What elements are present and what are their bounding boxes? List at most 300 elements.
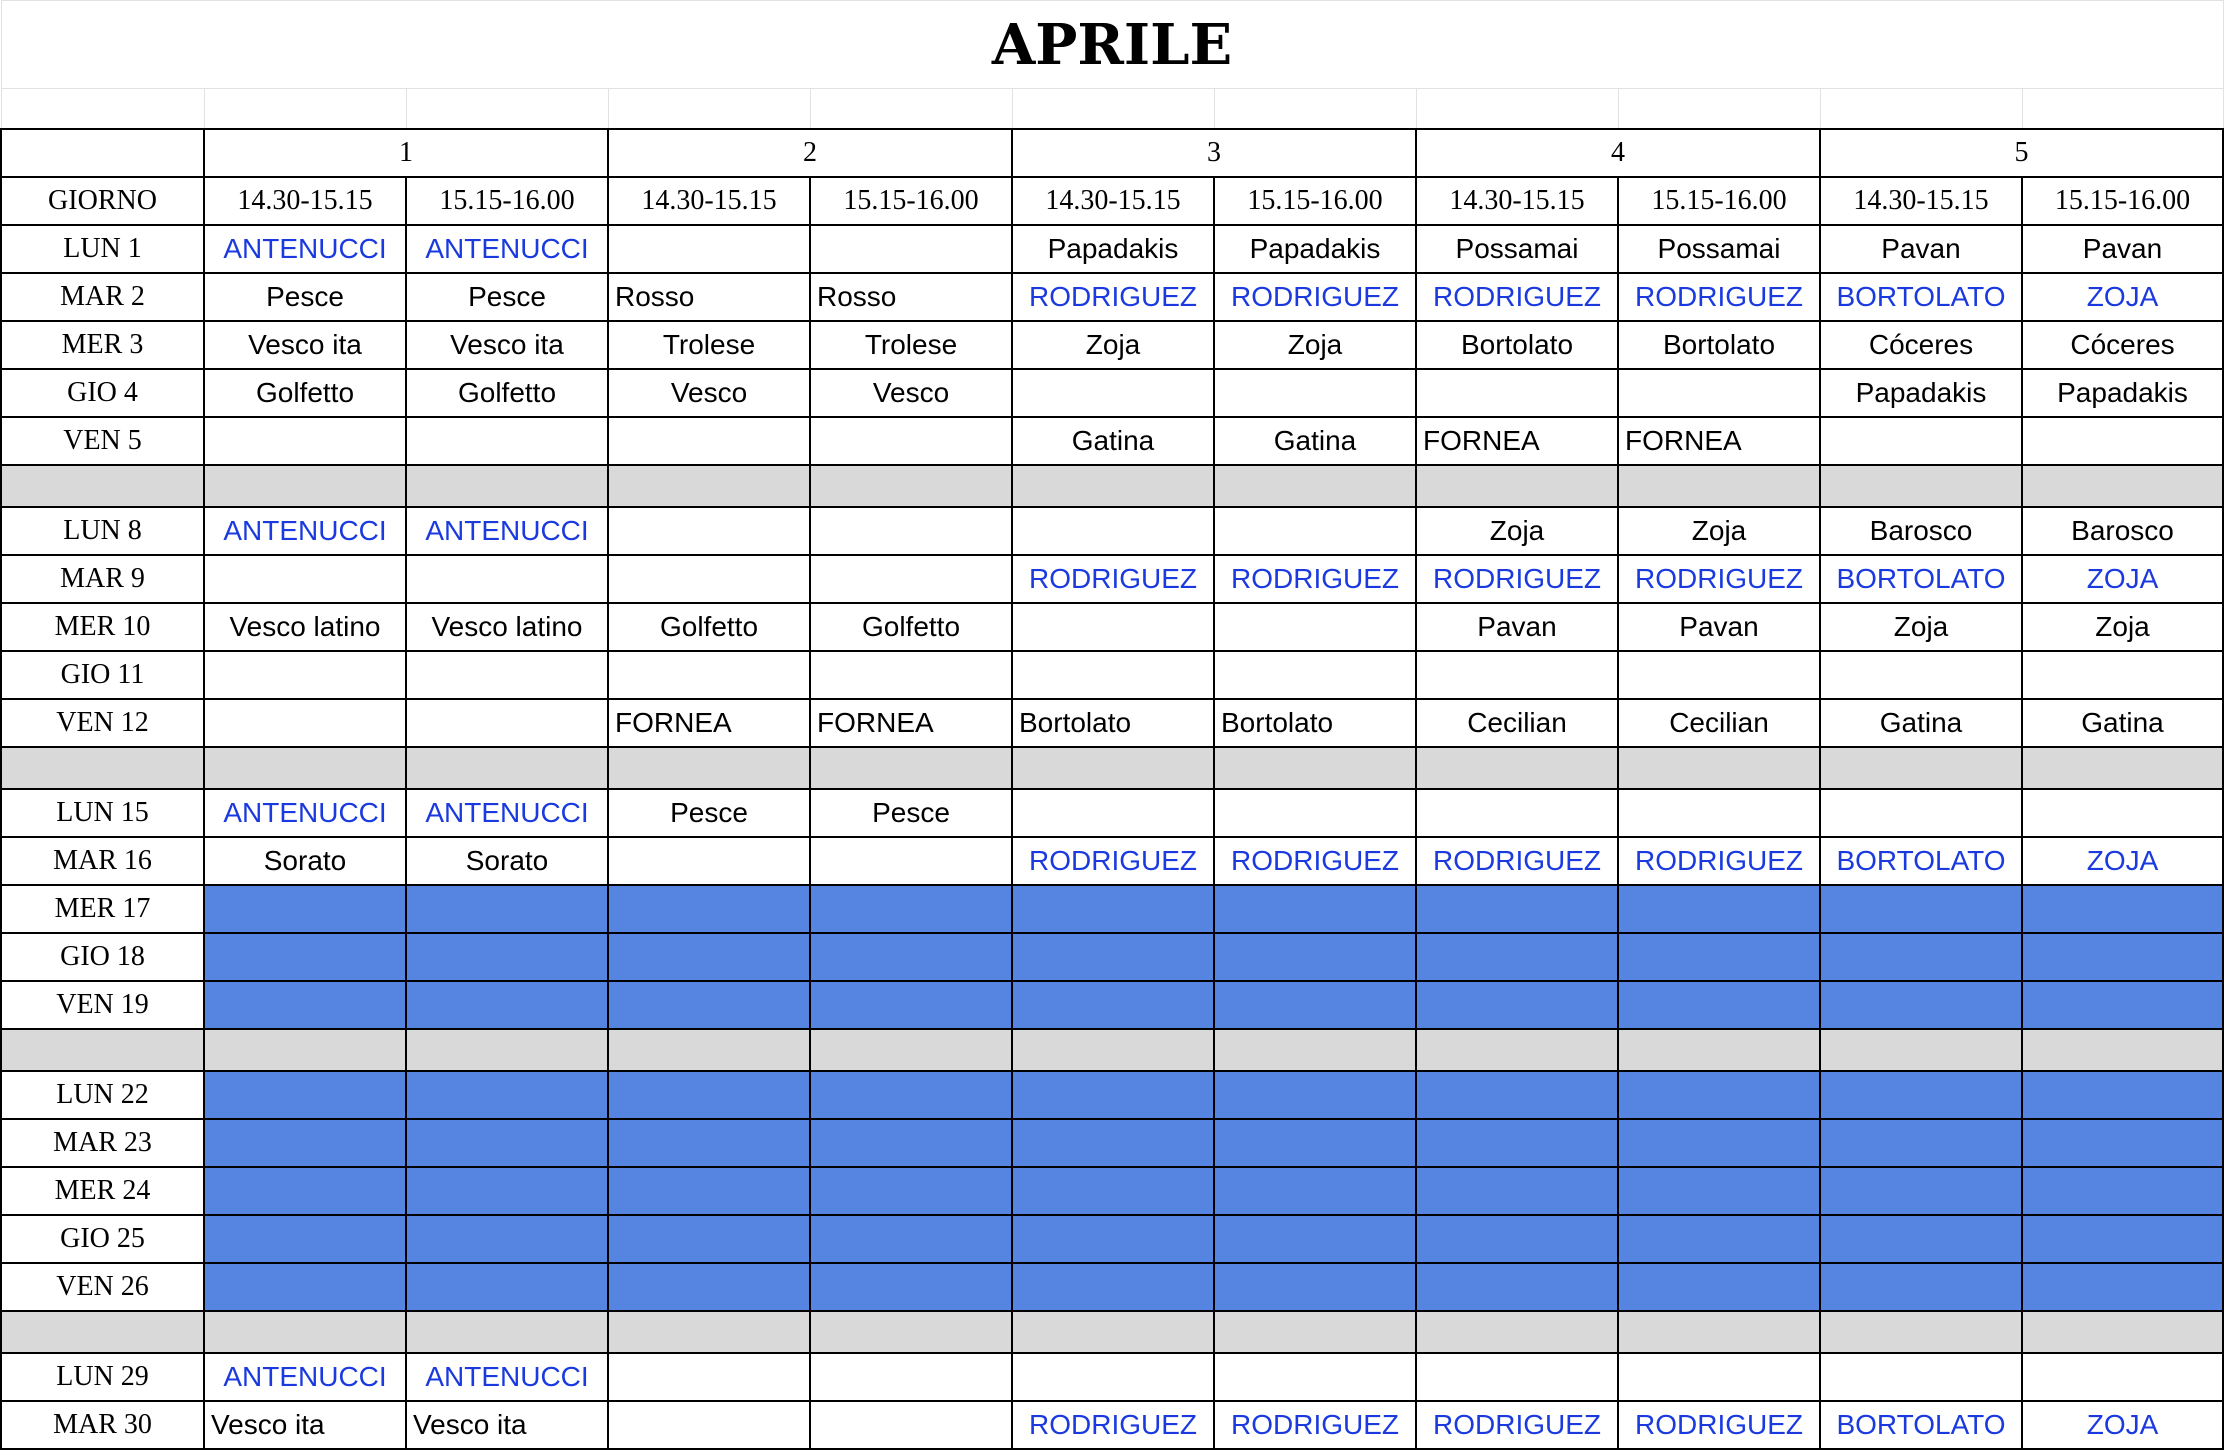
schedule-cell[interactable]: Gatina [1012,417,1214,465]
schedule-cell[interactable] [2022,1071,2223,1119]
schedule-cell[interactable] [1618,1311,1820,1353]
schedule-cell[interactable]: RODRIGUEZ [1214,1401,1416,1449]
schedule-cell[interactable] [2022,1029,2223,1071]
schedule-cell[interactable] [2022,747,2223,789]
schedule-cell[interactable]: Cecilian [1416,699,1618,747]
day-label[interactable]: MER 10 [1,603,204,651]
schedule-cell[interactable] [204,747,406,789]
time-slot-header[interactable]: 15.15-16.00 [2022,177,2223,225]
schedule-cell[interactable] [608,1215,810,1263]
schedule-cell[interactable]: RODRIGUEZ [1416,1401,1618,1449]
schedule-cell[interactable] [2022,417,2223,465]
time-slot-header[interactable]: 14.30-15.15 [1416,177,1618,225]
schedule-cell[interactable] [810,417,1012,465]
schedule-cell[interactable] [608,1263,810,1311]
schedule-cell[interactable] [204,555,406,603]
schedule-cell[interactable] [810,981,1012,1029]
schedule-cell[interactable]: Papadakis [1012,225,1214,273]
schedule-cell[interactable] [1618,465,1820,507]
schedule-cell[interactable] [1618,369,1820,417]
cell[interactable] [1214,89,1416,129]
schedule-cell[interactable] [1820,981,2022,1029]
day-label[interactable]: GIO 25 [1,1215,204,1263]
schedule-cell[interactable] [1618,1029,1820,1071]
schedule-cell[interactable] [608,555,810,603]
schedule-cell[interactable] [608,1401,810,1449]
schedule-cell[interactable]: Bortolato [1416,321,1618,369]
schedule-cell[interactable] [406,1071,608,1119]
schedule-cell[interactable] [1618,1071,1820,1119]
schedule-cell[interactable] [1618,981,1820,1029]
schedule-cell[interactable]: Vesco latino [406,603,608,651]
schedule-cell[interactable] [1416,1215,1618,1263]
time-slot-header[interactable]: 15.15-16.00 [1214,177,1416,225]
schedule-cell[interactable] [810,507,1012,555]
schedule-cell[interactable]: ZOJA [2022,1401,2223,1449]
schedule-cell[interactable] [1618,1167,1820,1215]
schedule-cell[interactable]: Trolese [608,321,810,369]
schedule-cell[interactable]: RODRIGUEZ [1618,837,1820,885]
schedule-cell[interactable] [810,465,1012,507]
schedule-cell[interactable]: RODRIGUEZ [1618,1401,1820,1449]
schedule-cell[interactable] [1618,1215,1820,1263]
schedule-cell[interactable]: RODRIGUEZ [1416,273,1618,321]
schedule-cell[interactable]: Golfetto [608,603,810,651]
schedule-cell[interactable] [1416,981,1618,1029]
schedule-cell[interactable] [608,1311,810,1353]
schedule-cell[interactable] [1820,651,2022,699]
day-label[interactable]: VEN 12 [1,699,204,747]
schedule-cell[interactable]: Vesco ita [406,321,608,369]
schedule-cell[interactable] [1820,789,2022,837]
schedule-cell[interactable] [1012,1311,1214,1353]
group-header[interactable]: 4 [1416,129,1820,177]
schedule-cell[interactable] [1416,1263,1618,1311]
schedule-cell[interactable] [1820,1311,2022,1353]
schedule-cell[interactable]: Pesce [204,273,406,321]
schedule-cell[interactable] [406,981,608,1029]
schedule-cell[interactable] [1214,1119,1416,1167]
day-label[interactable]: MAR 23 [1,1119,204,1167]
schedule-cell[interactable] [2022,1167,2223,1215]
schedule-cell[interactable] [1214,369,1416,417]
schedule-cell[interactable]: Bortolato [1214,699,1416,747]
time-slot-header[interactable]: 14.30-15.15 [1012,177,1214,225]
day-label[interactable]: GIO 18 [1,933,204,981]
schedule-cell[interactable] [608,1029,810,1071]
schedule-cell[interactable] [204,1071,406,1119]
cell[interactable] [1416,89,1618,129]
schedule-cell[interactable]: RODRIGUEZ [1214,837,1416,885]
schedule-cell[interactable] [1012,1215,1214,1263]
schedule-cell[interactable] [406,1167,608,1215]
schedule-cell[interactable] [608,1071,810,1119]
schedule-cell[interactable] [810,1029,1012,1071]
schedule-cell[interactable] [1416,789,1618,837]
schedule-cell[interactable] [810,933,1012,981]
schedule-cell[interactable]: FORNEA [1416,417,1618,465]
schedule-cell[interactable] [810,651,1012,699]
schedule-cell[interactable] [406,1215,608,1263]
schedule-cell[interactable] [1012,1029,1214,1071]
schedule-cell[interactable]: Sorato [406,837,608,885]
schedule-cell[interactable] [1214,465,1416,507]
schedule-cell[interactable] [1214,1167,1416,1215]
schedule-cell[interactable] [810,747,1012,789]
schedule-cell[interactable] [1214,1215,1416,1263]
time-slot-header[interactable]: 14.30-15.15 [1820,177,2022,225]
schedule-cell[interactable] [810,225,1012,273]
schedule-cell[interactable]: ZOJA [2022,555,2223,603]
schedule-cell[interactable] [1618,1263,1820,1311]
schedule-cell[interactable]: Papadakis [1214,225,1416,273]
schedule-cell[interactable] [1416,1167,1618,1215]
schedule-cell[interactable]: Trolese [810,321,1012,369]
schedule-cell[interactable] [1820,1263,2022,1311]
schedule-cell[interactable] [810,1353,1012,1401]
day-label[interactable]: MER 3 [1,321,204,369]
schedule-cell[interactable] [1012,885,1214,933]
schedule-cell[interactable]: FORNEA [608,699,810,747]
schedule-cell[interactable]: RODRIGUEZ [1416,555,1618,603]
schedule-cell[interactable]: ZOJA [2022,273,2223,321]
schedule-cell[interactable] [1012,1071,1214,1119]
schedule-cell[interactable]: RODRIGUEZ [1012,837,1214,885]
schedule-cell[interactable]: ANTENUCCI [204,507,406,555]
schedule-cell[interactable] [406,885,608,933]
schedule-cell[interactable] [2022,1263,2223,1311]
schedule-cell[interactable]: Zoja [1820,603,2022,651]
cell[interactable] [1012,89,1214,129]
schedule-cell[interactable]: RODRIGUEZ [1012,555,1214,603]
schedule-cell[interactable] [1820,1071,2022,1119]
schedule-cell[interactable] [406,417,608,465]
schedule-cell[interactable]: Vesco latino [204,603,406,651]
schedule-cell[interactable]: Rosso [810,273,1012,321]
schedule-cell[interactable] [2022,981,2223,1029]
schedule-cell[interactable]: Golfetto [406,369,608,417]
schedule-cell[interactable] [1820,1215,2022,1263]
day-label[interactable]: LUN 29 [1,1353,204,1401]
schedule-cell[interactable]: Barosco [1820,507,2022,555]
schedule-cell[interactable] [1214,933,1416,981]
schedule-cell[interactable]: Papadakis [1820,369,2022,417]
schedule-cell[interactable]: Papadakis [2022,369,2223,417]
group-header[interactable]: 1 [204,129,608,177]
schedule-cell[interactable]: RODRIGUEZ [1618,555,1820,603]
schedule-cell[interactable]: Cecilian [1618,699,1820,747]
cell[interactable] [2022,89,2223,129]
schedule-cell[interactable] [1416,1071,1618,1119]
schedule-cell[interactable] [1820,933,2022,981]
schedule-cell[interactable] [1214,789,1416,837]
time-slot-header[interactable]: 15.15-16.00 [406,177,608,225]
schedule-cell[interactable] [406,555,608,603]
schedule-cell[interactable] [1012,369,1214,417]
schedule-cell[interactable] [1416,651,1618,699]
schedule-cell[interactable]: Possamai [1618,225,1820,273]
schedule-cell[interactable] [1416,747,1618,789]
schedule-cell[interactable] [1012,1263,1214,1311]
schedule-cell[interactable] [204,1167,406,1215]
schedule-cell[interactable] [1214,603,1416,651]
schedule-cell[interactable]: Vesco [810,369,1012,417]
schedule-cell[interactable] [204,417,406,465]
day-label[interactable]: LUN 1 [1,225,204,273]
schedule-cell[interactable] [406,1263,608,1311]
schedule-cell[interactable] [204,1119,406,1167]
day-label[interactable]: LUN 8 [1,507,204,555]
sheet-title[interactable]: APRILE [1,1,2223,89]
schedule-cell[interactable]: FORNEA [1618,417,1820,465]
schedule-cell[interactable] [1416,1311,1618,1353]
schedule-cell[interactable] [810,885,1012,933]
group-header[interactable]: 2 [608,129,1012,177]
schedule-cell[interactable]: ANTENUCCI [406,1353,608,1401]
schedule-cell[interactable] [1012,651,1214,699]
schedule-cell[interactable] [1820,1029,2022,1071]
schedule-cell[interactable]: BORTOLATO [1820,273,2022,321]
schedule-cell[interactable] [2022,885,2223,933]
time-slot-header[interactable]: 14.30-15.15 [608,177,810,225]
schedule-cell[interactable] [608,1119,810,1167]
schedule-cell[interactable] [2022,789,2223,837]
schedule-cell[interactable] [810,1401,1012,1449]
schedule-cell[interactable] [1214,1311,1416,1353]
schedule-cell[interactable] [1416,465,1618,507]
schedule-cell[interactable] [1012,933,1214,981]
schedule-cell[interactable]: Zoja [1416,507,1618,555]
schedule-cell[interactable]: Cóceres [1820,321,2022,369]
schedule-cell[interactable] [1618,933,1820,981]
schedule-cell[interactable] [608,885,810,933]
day-label[interactable]: VEN 26 [1,1263,204,1311]
schedule-cell[interactable] [1214,1263,1416,1311]
schedule-cell[interactable] [1012,789,1214,837]
schedule-cell[interactable]: Bortolato [1012,699,1214,747]
schedule-cell[interactable]: Pavan [2022,225,2223,273]
schedule-cell[interactable] [2022,1215,2223,1263]
schedule-cell[interactable]: Possamai [1416,225,1618,273]
schedule-cell[interactable]: Rosso [608,273,810,321]
schedule-cell[interactable] [204,1029,406,1071]
schedule-cell[interactable]: Bortolato [1618,321,1820,369]
day-label[interactable] [1,747,204,789]
schedule-cell[interactable] [810,1311,1012,1353]
schedule-cell[interactable] [2022,933,2223,981]
schedule-cell[interactable] [1820,885,2022,933]
cell[interactable] [1618,89,1820,129]
schedule-cell[interactable] [608,1353,810,1401]
schedule-cell[interactable]: Pesce [608,789,810,837]
schedule-cell[interactable]: Pesce [406,273,608,321]
schedule-cell[interactable] [406,1311,608,1353]
cell[interactable] [608,89,810,129]
schedule-cell[interactable] [204,651,406,699]
schedule-cell[interactable] [1214,651,1416,699]
schedule-cell[interactable]: BORTOLATO [1820,837,2022,885]
schedule-cell[interactable]: Sorato [204,837,406,885]
day-label[interactable]: MAR 2 [1,273,204,321]
day-label[interactable]: GIO 4 [1,369,204,417]
schedule-cell[interactable] [1012,507,1214,555]
schedule-cell[interactable] [204,981,406,1029]
schedule-cell[interactable]: Zoja [1214,321,1416,369]
day-label[interactable] [1,1311,204,1353]
schedule-cell[interactable]: Gatina [1214,417,1416,465]
schedule-cell[interactable]: RODRIGUEZ [1214,273,1416,321]
schedule-cell[interactable] [204,1311,406,1353]
schedule-cell[interactable] [406,699,608,747]
schedule-cell[interactable] [406,747,608,789]
schedule-cell[interactable] [1618,1119,1820,1167]
schedule-cell[interactable] [608,225,810,273]
schedule-cell[interactable]: RODRIGUEZ [1618,273,1820,321]
day-label[interactable] [1,465,204,507]
schedule-cell[interactable]: Zoja [2022,603,2223,651]
schedule-cell[interactable] [1012,981,1214,1029]
schedule-cell[interactable]: Zoja [1012,321,1214,369]
schedule-cell[interactable]: ANTENUCCI [406,789,608,837]
schedule-cell[interactable]: Barosco [2022,507,2223,555]
day-label[interactable]: VEN 19 [1,981,204,1029]
schedule-cell[interactable] [608,747,810,789]
schedule-cell[interactable] [608,981,810,1029]
schedule-cell[interactable] [608,465,810,507]
schedule-cell[interactable] [608,417,810,465]
schedule-cell[interactable] [608,507,810,555]
schedule-cell[interactable] [2022,1353,2223,1401]
cell[interactable] [810,89,1012,129]
schedule-cell[interactable]: Vesco ita [406,1401,608,1449]
schedule-cell[interactable]: Vesco ita [204,321,406,369]
schedule-cell[interactable]: Gatina [2022,699,2223,747]
schedule-cell[interactable] [204,465,406,507]
time-slot-header[interactable]: 15.15-16.00 [1618,177,1820,225]
day-label[interactable]: MAR 9 [1,555,204,603]
schedule-cell[interactable]: Zoja [1618,507,1820,555]
schedule-cell[interactable] [1012,465,1214,507]
day-label[interactable]: LUN 22 [1,1071,204,1119]
schedule-cell[interactable] [406,465,608,507]
schedule-cell[interactable] [608,1167,810,1215]
time-slot-header[interactable]: 14.30-15.15 [204,177,406,225]
schedule-cell[interactable] [810,1263,1012,1311]
schedule-cell[interactable]: BORTOLATO [1820,555,2022,603]
day-label[interactable]: VEN 5 [1,417,204,465]
schedule-cell[interactable] [1820,1167,2022,1215]
schedule-cell[interactable] [608,837,810,885]
schedule-cell[interactable] [608,651,810,699]
schedule-cell[interactable]: ANTENUCCI [204,789,406,837]
schedule-cell[interactable] [2022,1119,2223,1167]
schedule-cell[interactable]: ANTENUCCI [204,1353,406,1401]
schedule-cell[interactable]: Pesce [810,789,1012,837]
time-slot-header[interactable]: 15.15-16.00 [810,177,1012,225]
schedule-cell[interactable] [608,933,810,981]
schedule-cell[interactable] [1214,885,1416,933]
schedule-cell[interactable] [204,885,406,933]
day-column-header[interactable]: GIORNO [1,177,204,225]
schedule-cell[interactable]: Pavan [1820,225,2022,273]
schedule-cell[interactable] [1214,1071,1416,1119]
schedule-cell[interactable] [1416,1119,1618,1167]
schedule-cell[interactable] [1012,747,1214,789]
schedule-cell[interactable]: Pavan [1416,603,1618,651]
schedule-cell[interactable] [810,555,1012,603]
schedule-cell[interactable] [1416,933,1618,981]
schedule-cell[interactable] [1820,1119,2022,1167]
cell[interactable] [406,89,608,129]
schedule-cell[interactable]: Golfetto [810,603,1012,651]
schedule-cell[interactable]: RODRIGUEZ [1416,837,1618,885]
schedule-cell[interactable]: RODRIGUEZ [1012,1401,1214,1449]
schedule-cell[interactable] [2022,465,2223,507]
schedule-cell[interactable] [1012,1353,1214,1401]
schedule-cell[interactable] [1618,1353,1820,1401]
schedule-cell[interactable] [810,1167,1012,1215]
schedule-cell[interactable]: Vesco ita [204,1401,406,1449]
schedule-cell[interactable]: Pavan [1618,603,1820,651]
day-label[interactable]: MER 17 [1,885,204,933]
cell[interactable] [1820,89,2022,129]
day-label[interactable]: LUN 15 [1,789,204,837]
day-label[interactable] [1,1029,204,1071]
schedule-cell[interactable] [204,933,406,981]
schedule-cell[interactable] [2022,651,2223,699]
schedule-cell[interactable] [204,1215,406,1263]
schedule-cell[interactable]: ANTENUCCI [204,225,406,273]
schedule-cell[interactable] [1214,1029,1416,1071]
schedule-cell[interactable] [1820,1353,2022,1401]
schedule-cell[interactable]: Cóceres [2022,321,2223,369]
schedule-cell[interactable] [1618,885,1820,933]
schedule-cell[interactable] [1618,789,1820,837]
schedule-cell[interactable] [810,1119,1012,1167]
day-label[interactable]: MAR 16 [1,837,204,885]
day-label[interactable]: GIO 11 [1,651,204,699]
schedule-cell[interactable] [1618,651,1820,699]
group-header[interactable]: 3 [1012,129,1416,177]
schedule-cell[interactable] [1012,1119,1214,1167]
day-label[interactable]: MER 24 [1,1167,204,1215]
schedule-cell[interactable] [406,1119,608,1167]
schedule-cell[interactable] [1012,603,1214,651]
schedule-cell[interactable] [204,1263,406,1311]
schedule-cell[interactable] [1618,747,1820,789]
schedule-cell[interactable] [1820,417,2022,465]
schedule-cell[interactable]: BORTOLATO [1820,1401,2022,1449]
corner-cell[interactable] [1,129,204,177]
schedule-cell[interactable] [406,933,608,981]
schedule-cell[interactable]: Vesco [608,369,810,417]
schedule-cell[interactable] [406,651,608,699]
cell[interactable] [204,89,406,129]
schedule-cell[interactable] [1416,885,1618,933]
schedule-cell[interactable] [1214,507,1416,555]
schedule-cell[interactable]: FORNEA [810,699,1012,747]
group-header[interactable]: 5 [1820,129,2223,177]
schedule-cell[interactable] [1416,1029,1618,1071]
schedule-cell[interactable] [2022,1311,2223,1353]
schedule-cell[interactable] [204,699,406,747]
schedule-cell[interactable] [1214,747,1416,789]
schedule-cell[interactable] [1214,981,1416,1029]
schedule-cell[interactable] [810,1071,1012,1119]
schedule-cell[interactable]: Gatina [1820,699,2022,747]
schedule-cell[interactable] [1214,1353,1416,1401]
schedule-cell[interactable] [1416,1353,1618,1401]
